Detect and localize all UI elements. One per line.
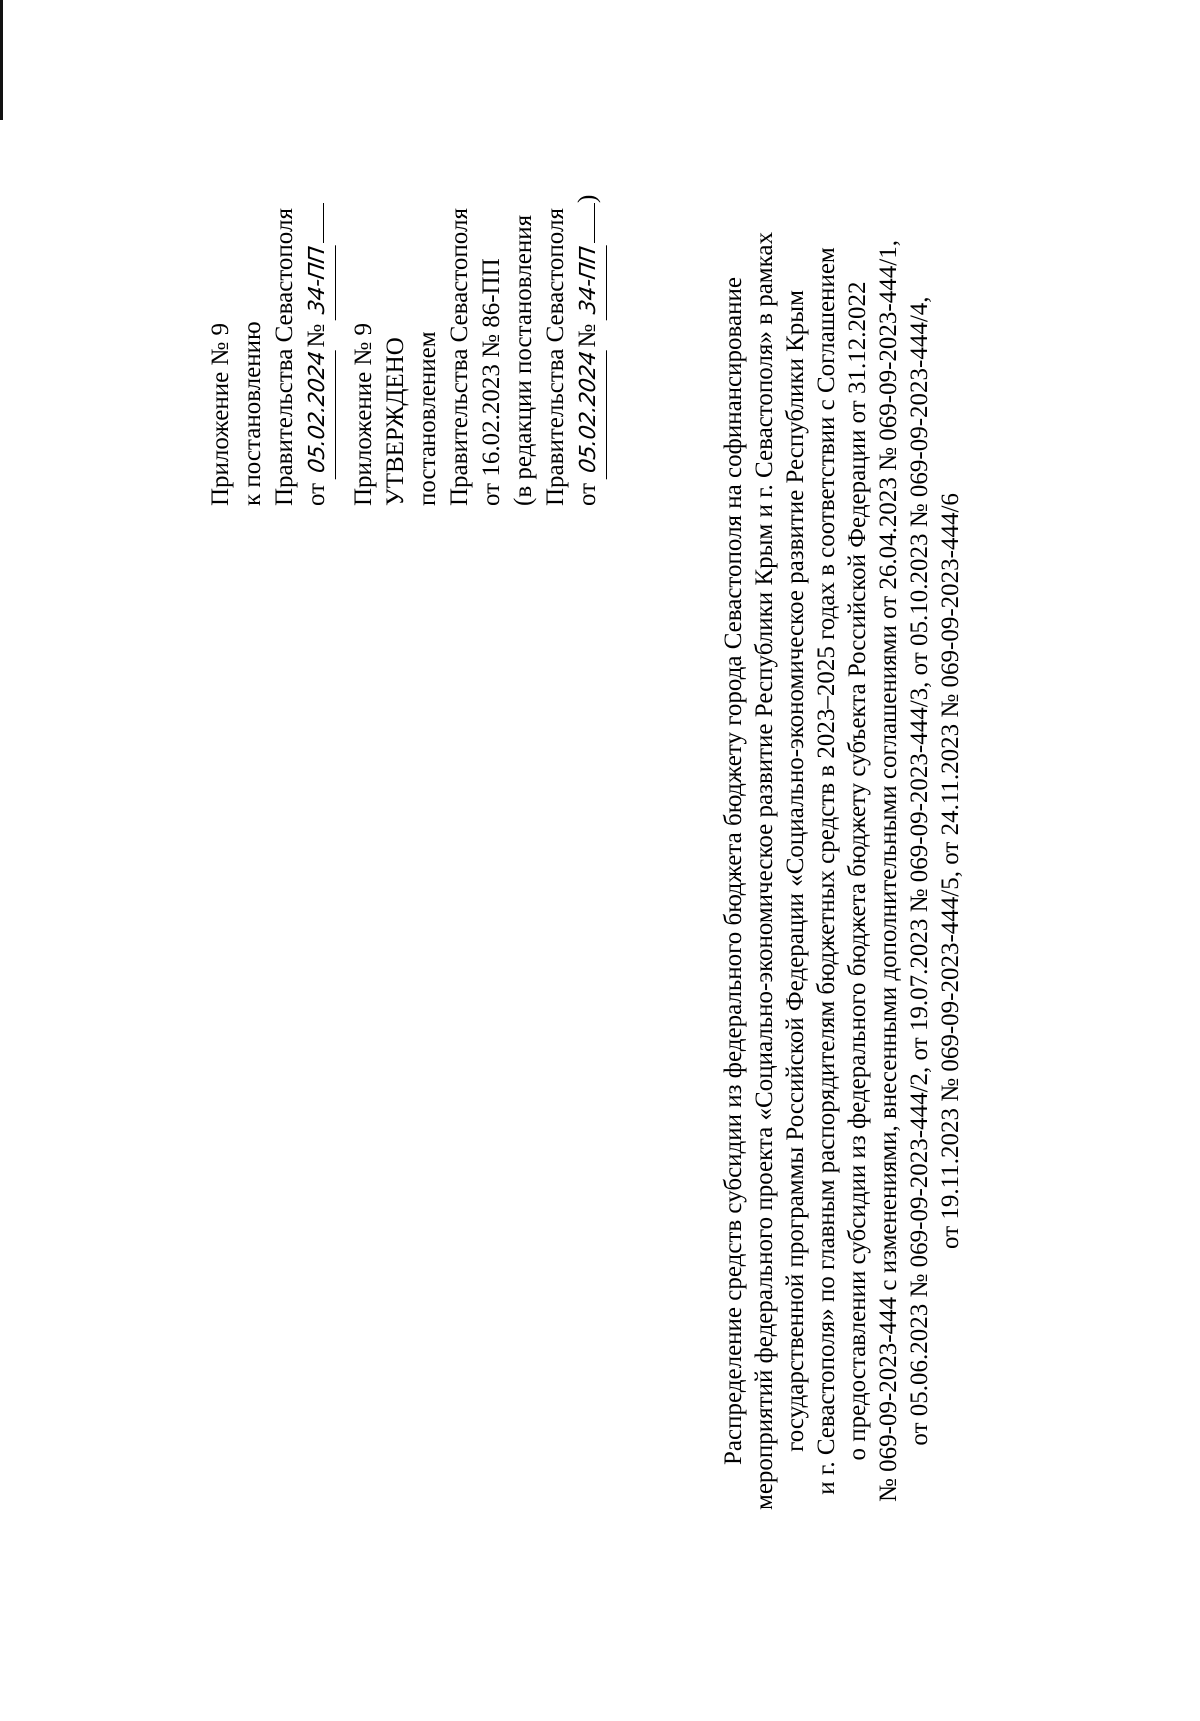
appendix-government: Правительства Севастополя <box>271 208 298 506</box>
handwritten-number: 34-ПП <box>573 241 607 320</box>
title-line: о предоставлении субсидии из федерального бюджета бюджету субъекта Российской Федерации от 31.12.2022 <box>844 281 871 1461</box>
title-line: Распределение средств субсидии из федерального бюджета бюджету города Севастополя на софинансирование <box>720 277 747 1465</box>
approval-stamp-word: УТВЕРЖДЕНО <box>382 337 409 506</box>
date-prefix: от <box>574 482 601 506</box>
appendix-number: Приложение № 9 <box>207 322 234 506</box>
underline-blank <box>303 203 324 243</box>
approval-block <box>348 195 607 506</box>
handwritten-number: 34-ПП <box>302 241 336 320</box>
approval-edition-government: Правительства Севастополя <box>542 208 569 506</box>
number-sign: № <box>303 323 330 348</box>
title-line: от 05.06.2023 № 069-09-2023-444/2, от 19.07.2023 № 069-09-2023-444/3, от 05.10.2023 № 069-09-2023-444/4, <box>906 296 933 1446</box>
approval-government: Правительства Севастополя <box>446 208 473 506</box>
handwritten-date: 05.02.2024 <box>302 345 336 479</box>
underline-blank <box>574 203 595 243</box>
approval-edition-date-line <box>572 195 607 506</box>
title-line: от 19.11.2023 № 069-09-2023-444/5, от 24.11.2023 № 069-09-2023-444/6 <box>937 493 964 1249</box>
title-line: и г. Севастополя» по главным распорядителям бюджетных средств в 2023–2025 годах в соответствии с Соглашением <box>813 247 840 1495</box>
approval-appendix-number: Приложение № 9 <box>350 322 377 506</box>
appendix-to-resolution: к постановлению <box>239 321 266 506</box>
title-line: мероприятий федерального проекта «Социально-экономическое развитие Республики Крым и г. Севастополя» в рамках <box>751 232 778 1510</box>
closing-paren: ) <box>574 194 601 204</box>
handwritten-date: 05.02.2024 <box>573 345 607 479</box>
approval-edition-note: (в редакции постановления <box>510 214 537 506</box>
title-line: № 069-09-2023-444 с изменениями, внесенными дополнительными соглашениями от 26.04.2023 № 069-09-2023-444/1, <box>875 240 902 1502</box>
appendix-date-line <box>301 203 336 506</box>
appendix-header <box>205 203 336 506</box>
approval-resolution: постановлением <box>414 331 441 506</box>
title-line: государственной программы Российской Федерации «Социально-экономическое развитие Республики Крым <box>782 290 809 1452</box>
document-title <box>718 171 966 1571</box>
number-sign: № <box>574 323 601 348</box>
date-prefix: от <box>303 482 330 506</box>
approval-original-date: от 16.02.2023 № 86-ПП <box>478 258 505 506</box>
